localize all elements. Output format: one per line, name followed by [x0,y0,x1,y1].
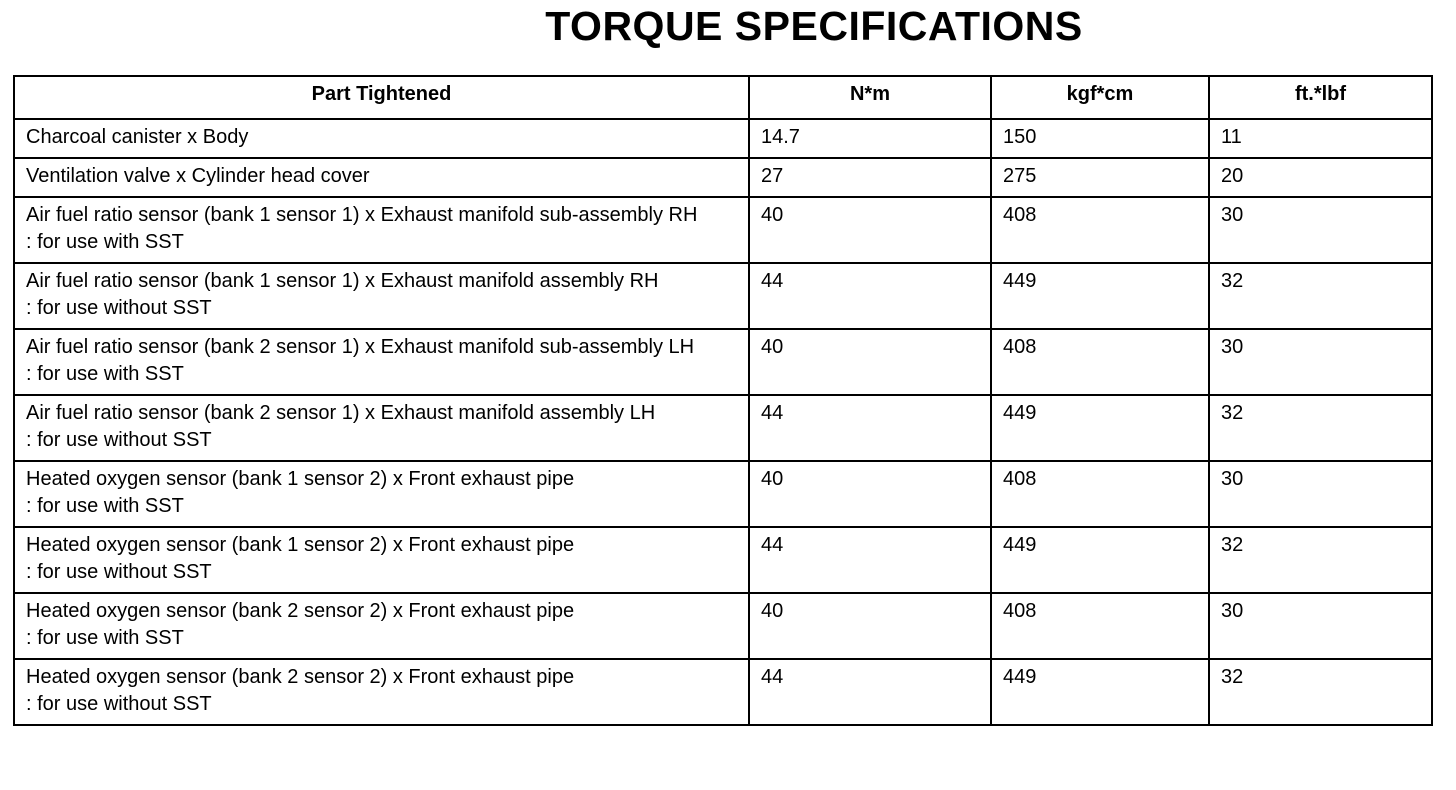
table-row [14,329,1432,395]
nm-cell: 40 [749,197,991,263]
part-name: Heated oxygen sensor (bank 2 sensor 2) x Front exhaust pipe [26,666,575,688]
kgf-cm-cell: 449 [991,527,1209,593]
table-row [14,263,1432,329]
part-cell [14,158,749,197]
ft-lbf-cell: 32 [1209,263,1432,329]
kgf-cm-cell: 449 [991,659,1209,725]
part-note: : for use with SST [26,627,184,649]
header-ft-lbf: ft.*lbf [1209,76,1432,119]
table-row [14,593,1432,659]
kgf-cm-cell: 449 [991,395,1209,461]
part-note: : for use with SST [26,363,184,385]
part-note: : for use without SST [26,693,212,715]
part-cell [14,461,749,527]
ft-lbf-cell: 30 [1209,593,1432,659]
kgf-cm-cell: 408 [991,461,1209,527]
part-cell [14,395,749,461]
part-name: Heated oxygen sensor (bank 2 sensor 2) x Front exhaust pipe [26,600,575,622]
ft-lbf-cell: 32 [1209,395,1432,461]
part-cell [14,527,749,593]
ft-lbf-cell: 32 [1209,659,1432,725]
part-note: : for use without SST [26,429,212,451]
nm-cell: 40 [749,461,991,527]
table-row [14,461,1432,527]
part-cell [14,593,749,659]
part-name: Air fuel ratio sensor (bank 2 sensor 1) x Exhaust manifold sub-assembly LH [26,336,695,358]
header-kgf-cm: kgf*cm [991,76,1209,119]
part-note: : for use without SST [26,561,212,583]
part-name: Ventilation valve x Cylinder head cover [26,165,370,187]
table-header-row [14,76,1432,119]
ft-lbf-cell: 11 [1209,119,1432,158]
nm-cell: 40 [749,329,991,395]
part-cell [14,329,749,395]
table-row [14,659,1432,725]
part-name: Air fuel ratio sensor (bank 1 sensor 1) x Exhaust manifold sub-assembly RH [26,204,698,226]
kgf-cm-cell: 150 [991,119,1209,158]
part-name: Charcoal canister x Body [26,126,249,148]
header-nm: N*m [749,76,991,119]
ft-lbf-cell: 20 [1209,158,1432,197]
nm-cell: 44 [749,263,991,329]
table-row [14,395,1432,461]
table-row [14,158,1432,197]
nm-cell: 44 [749,395,991,461]
nm-cell: 27 [749,158,991,197]
kgf-cm-cell: 449 [991,263,1209,329]
ft-lbf-cell: 32 [1209,527,1432,593]
table-row [14,119,1432,158]
part-name: Air fuel ratio sensor (bank 2 sensor 1) x Exhaust manifold assembly LH [26,402,656,424]
nm-cell: 44 [749,659,991,725]
page-title: TORQUE SPECIFICATIONS [545,3,1083,49]
part-note: : for use with SST [26,495,184,517]
part-cell [14,119,749,158]
table-row [14,197,1432,263]
part-cell [14,263,749,329]
kgf-cm-cell: 408 [991,593,1209,659]
kgf-cm-cell: 408 [991,329,1209,395]
table-row [14,527,1432,593]
table-body [14,119,1432,725]
torque-spec-table [13,75,1433,726]
part-name: Air fuel ratio sensor (bank 1 sensor 1) x Exhaust manifold assembly RH [26,270,659,292]
ft-lbf-cell: 30 [1209,461,1432,527]
ft-lbf-cell: 30 [1209,197,1432,263]
part-note: : for use without SST [26,297,212,319]
part-note: : for use with SST [26,231,184,253]
part-name: Heated oxygen sensor (bank 1 sensor 2) x Front exhaust pipe [26,534,575,556]
kgf-cm-cell: 275 [991,158,1209,197]
part-name: Heated oxygen sensor (bank 1 sensor 2) x Front exhaust pipe [26,468,575,490]
nm-cell: 14.7 [749,119,991,158]
kgf-cm-cell: 408 [991,197,1209,263]
header-part-tightened: Part Tightened [14,76,749,119]
part-cell [14,659,749,725]
ft-lbf-cell: 30 [1209,329,1432,395]
nm-cell: 44 [749,527,991,593]
part-cell [14,197,749,263]
nm-cell: 40 [749,593,991,659]
